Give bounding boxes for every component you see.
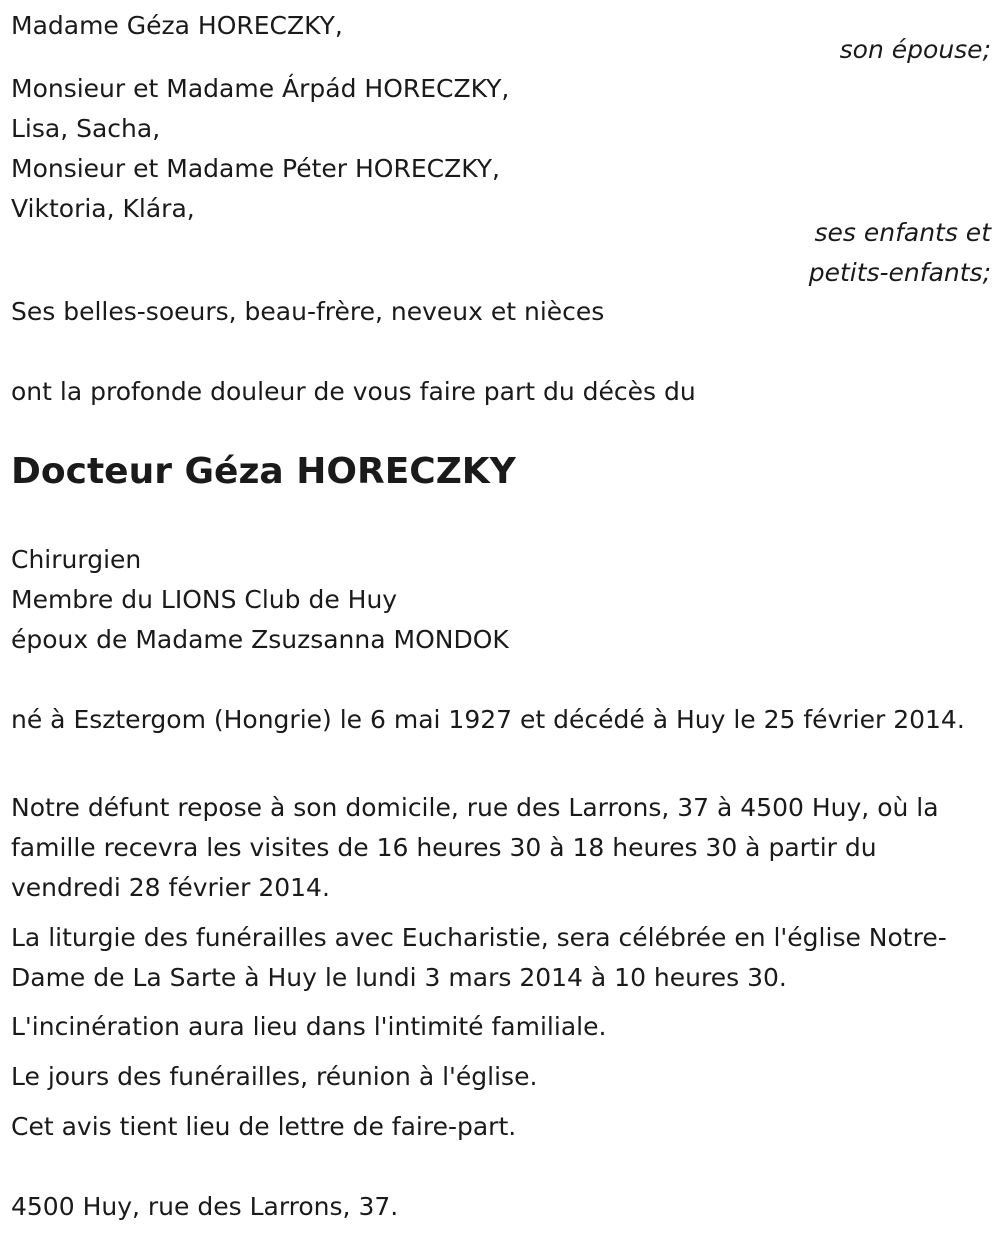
deceased-name: Docteur Géza HORECZKY bbox=[11, 451, 516, 492]
deceased-membership: Membre du LIONS Club de Huy bbox=[11, 585, 398, 614]
gathering-paragraph: Le jours des funérailles, réunion à l'église. bbox=[11, 1062, 538, 1091]
liturgy-paragraph: La liturgie des funérailles avec Eucharistie, sera célébrée en l'église Notre-Dame de La Sarte à Huy le lundi 3 mars 2014 à 10 heures 30. bbox=[11, 923, 947, 992]
spouse-role: son épouse; bbox=[839, 35, 991, 64]
notice-paragraph: Cet avis tient lieu de lettre de faire-part. bbox=[11, 1112, 517, 1141]
deceased-spouse: époux de Madame Zsuzsanna MONDOK bbox=[11, 625, 509, 654]
visitation-paragraph: Notre défunt repose à son domicile, rue des Larrons, 37 à 4500 Huy, où la famille recevra les visites de 16 heures 30 à 18 heures 30 à partir du vendredi 28 février 2014. bbox=[11, 793, 939, 902]
children-role-line-2: petits-enfants; bbox=[808, 258, 991, 287]
children-line-1: Monsieur et Madame Árpád HORECZKY, bbox=[11, 74, 510, 103]
children-line-3: Monsieur et Madame Péter HORECZKY, bbox=[11, 154, 500, 183]
address: 4500 Huy, rue des Larrons, 37. bbox=[11, 1192, 399, 1221]
deceased-profession: Chirurgien bbox=[11, 545, 142, 574]
announcement: ont la profonde douleur de vous faire part du décès du bbox=[11, 377, 696, 406]
spouse-name: Madame Géza HORECZKY, bbox=[11, 11, 343, 40]
children-line-4: Viktoria, Klára, bbox=[11, 194, 195, 223]
extended-family: Ses belles-soeurs, beau-frère, neveux et nièces bbox=[11, 297, 605, 326]
children-role-line-1: ses enfants et bbox=[814, 218, 991, 247]
cremation-paragraph: L'incinération aura lieu dans l'intimité familiale. bbox=[11, 1012, 607, 1041]
birth-death-paragraph: né à Esztergom (Hongrie) le 6 mai 1927 et décédé à Huy le 25 février 2014. bbox=[11, 705, 965, 734]
children-line-2: Lisa, Sacha, bbox=[11, 114, 161, 143]
